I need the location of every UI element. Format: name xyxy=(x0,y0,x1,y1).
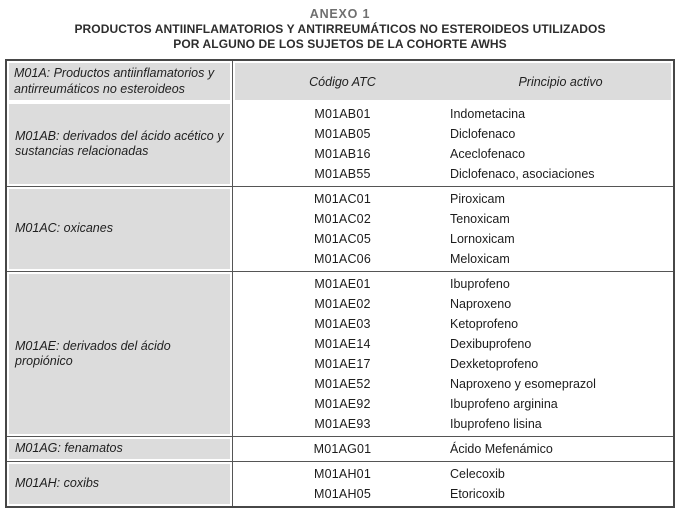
active-principle-cell: Aceclofenaco xyxy=(450,147,526,161)
atc-code-cell: M01AB01 xyxy=(314,107,371,121)
atc-code-cell: M01AE01 xyxy=(314,277,371,291)
group-category-cell xyxy=(7,462,233,506)
active-principle-cell: Meloxicam xyxy=(450,252,510,266)
atc-code-cell: M01AC05 xyxy=(314,232,371,246)
atc-code-cell: M01AC06 xyxy=(314,252,371,266)
active-principle-cell: Naproxeno xyxy=(450,297,512,311)
table-group-row xyxy=(7,461,673,506)
atc-code-cell: M01AE14 xyxy=(314,337,371,351)
atc-code-cell: M01AH05 xyxy=(314,487,371,501)
atc-code-cell: M01AB05 xyxy=(314,127,371,141)
group-category-cell xyxy=(7,102,233,186)
table-row xyxy=(235,334,671,354)
table-group-row xyxy=(7,436,673,461)
group-category-label: M01AC: oxicanes xyxy=(9,189,230,269)
active-principle-cell: Ketoprofeno xyxy=(450,317,519,331)
active-principle-cell: Piroxicam xyxy=(450,192,505,206)
group-items-area xyxy=(233,187,673,271)
table-row xyxy=(235,374,671,394)
active-principle-cell: Ácido Mefenámico xyxy=(450,442,553,456)
table-row xyxy=(235,124,671,144)
annex-heading: ANEXO 1 xyxy=(309,7,371,21)
table-row xyxy=(235,439,671,459)
table-row xyxy=(235,484,671,504)
table-row xyxy=(235,164,671,184)
table-group-row xyxy=(7,102,673,186)
title-line-3: POR ALGUNO DE LOS SUJETOS DE LA COHORTE AWHS xyxy=(173,37,507,51)
atc-code-cell: M01AE93 xyxy=(314,417,371,431)
header-columns xyxy=(235,63,671,100)
table-row xyxy=(235,314,671,334)
column-header-principio-activo: Principio activo xyxy=(518,74,603,89)
atc-code-cell: M01AE52 xyxy=(314,377,371,391)
header-columns-cell xyxy=(233,61,673,102)
title-line-2: PRODUCTOS ANTIINFLAMATORIOS Y ANTIRREUMÁTICOS NO ESTEROIDEOS UTILIZADOS xyxy=(74,22,606,36)
atc-code-cell: M01AB55 xyxy=(314,167,371,181)
table-row xyxy=(235,274,671,294)
atc-code-cell: M01AC01 xyxy=(314,192,371,206)
group-category-cell xyxy=(7,437,233,461)
table-row xyxy=(235,189,671,209)
table-row xyxy=(235,414,671,434)
group-category-label: M01AH: coxibs xyxy=(9,464,230,504)
active-principle-cell: Indometacina xyxy=(450,107,526,121)
table-group-row xyxy=(7,186,673,271)
table-row xyxy=(235,229,671,249)
group-items-area xyxy=(233,437,673,461)
table-header-row xyxy=(7,61,673,102)
atc-code-cell: M01AH01 xyxy=(314,467,371,481)
table-row xyxy=(235,104,671,124)
active-principle-cell: Ibuprofeno xyxy=(450,277,510,291)
active-principle-cell: Naproxeno y esomeprazol xyxy=(450,377,596,391)
active-principle-cell: Dexketoprofeno xyxy=(450,357,539,371)
atc-code-cell: M01AC02 xyxy=(314,212,371,226)
table-row xyxy=(235,249,671,269)
column-header-category: M01A: Productos antiinflamatorios y antirreumáticos no esteroideos xyxy=(9,63,230,100)
active-principle-cell: Lornoxicam xyxy=(450,232,515,246)
table-row xyxy=(235,144,671,164)
table-body xyxy=(7,102,673,506)
table-row xyxy=(235,294,671,314)
atc-code-cell: M01AB16 xyxy=(314,147,371,161)
atc-code-cell: M01AE92 xyxy=(314,397,371,411)
table-group-row xyxy=(7,271,673,436)
group-category-cell xyxy=(7,187,233,271)
column-header-codigo-atc: Código ATC xyxy=(309,74,376,89)
active-principle-cell: Diclofenaco xyxy=(450,127,516,141)
group-items-area xyxy=(233,462,673,506)
atc-table xyxy=(5,59,675,508)
table-row xyxy=(235,354,671,374)
active-principle-cell: Tenoxicam xyxy=(450,212,510,226)
atc-code-cell: M01AE17 xyxy=(314,357,371,371)
active-principle-cell: Ibuprofeno lisina xyxy=(450,417,542,431)
active-principle-cell: Celecoxib xyxy=(450,467,505,481)
table-row xyxy=(235,209,671,229)
group-category-label: M01AB: derivados del ácido acético y sustancias relacionadas xyxy=(9,104,230,184)
active-principle-cell: Etoricoxib xyxy=(450,487,505,501)
group-items-area xyxy=(233,102,673,186)
active-principle-cell: Diclofenaco, asociaciones xyxy=(450,167,595,181)
group-category-label: M01AE: derivados del ácido propiónico xyxy=(9,274,230,434)
group-items-area xyxy=(233,272,673,436)
table-row xyxy=(235,394,671,414)
atc-code-cell: M01AE03 xyxy=(314,317,371,331)
atc-code-cell: M01AE02 xyxy=(314,297,371,311)
document-title xyxy=(0,0,680,52)
group-category-label: M01AG: fenamatos xyxy=(9,439,230,459)
active-principle-cell: Dexibuprofeno xyxy=(450,337,532,351)
header-category-cell xyxy=(7,61,233,102)
atc-code-cell: M01AG01 xyxy=(313,442,372,456)
group-category-cell xyxy=(7,272,233,436)
table-row xyxy=(235,464,671,484)
active-principle-cell: Ibuprofeno arginina xyxy=(450,397,558,411)
